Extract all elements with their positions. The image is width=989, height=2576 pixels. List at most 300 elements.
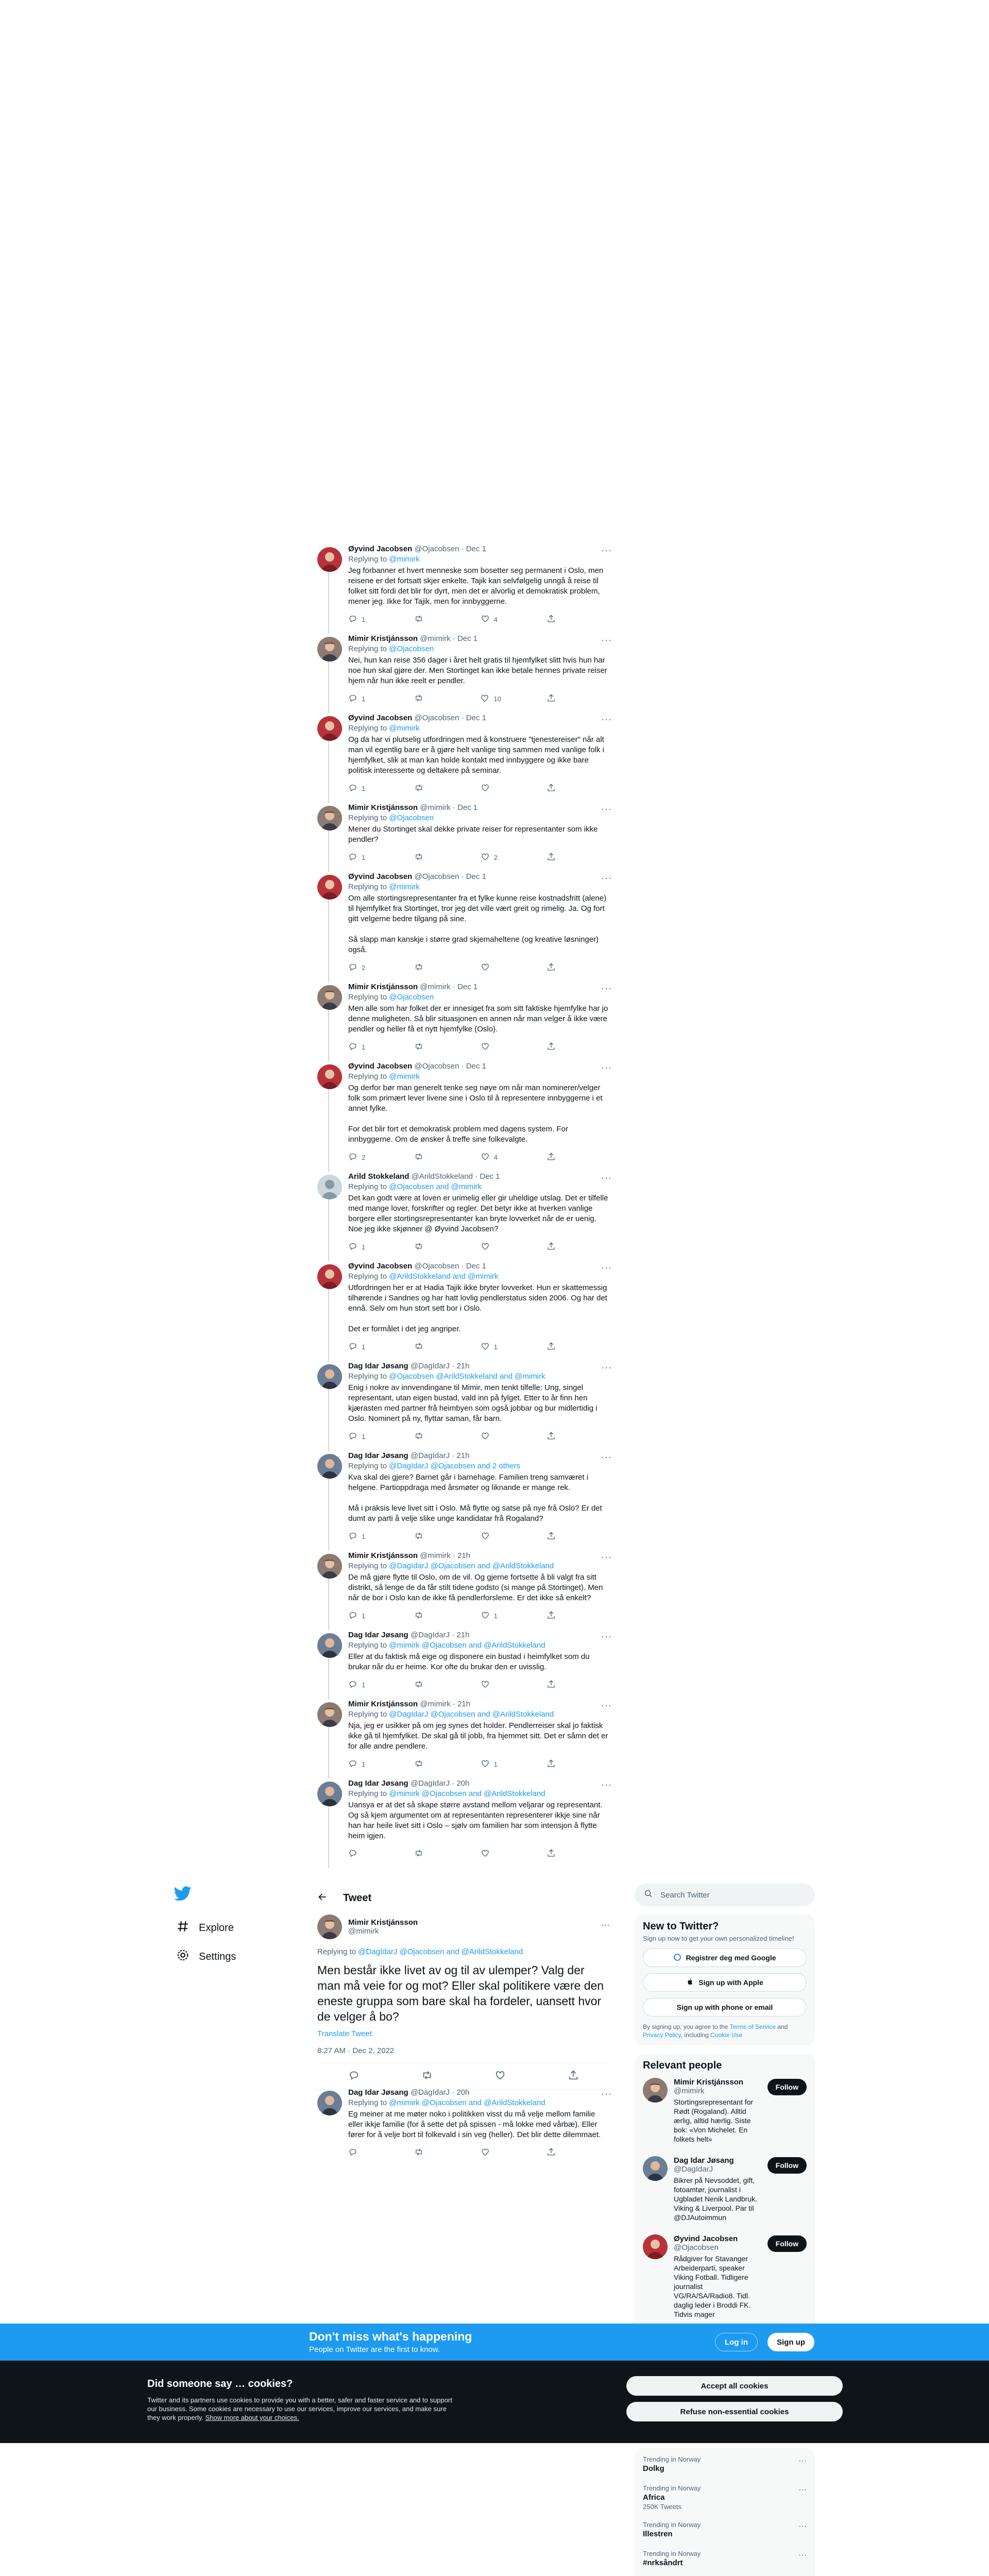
replying-to-link[interactable]: @mimirk @Ojacobsen and @ArildStokkeland	[389, 1789, 545, 1798]
person-handle[interactable]: @DagIdarJ	[674, 2165, 713, 2174]
share-button[interactable]	[547, 1152, 567, 1163]
reply-button[interactable]	[348, 783, 369, 794]
replying-to-link[interactable]: @mimirk	[389, 724, 420, 733]
avatar[interactable]	[317, 2091, 342, 2115]
tweet-header-line	[348, 1061, 610, 1072]
thread-line	[328, 1087, 329, 1172]
tweet-text: Kva skal dei gjere? Barnet går i barnehage. Familien treng samværet i helgene. Partioppdraga med årsmøter og liknande er mange rek. Må i praksis leve livet sitt i Oslo. Må flytte og satse på nye frå Oslo? Er det dumt av parti å velje slike unge kandidatar frå Rogaland?	[348, 1473, 602, 1523]
more-options-icon[interactable]: ···	[601, 1062, 612, 1073]
like-button[interactable]	[481, 1042, 501, 1053]
tweet-date[interactable]: 21h	[457, 1700, 470, 1708]
login-button[interactable]: Log in	[715, 2333, 758, 2351]
dot-separator: ·	[452, 1779, 457, 1788]
reply-button[interactable]	[348, 1531, 369, 1542]
like-icon	[481, 614, 490, 625]
like-button[interactable]	[480, 693, 501, 704]
legal-suffix: , including	[680, 2031, 711, 2039]
follow-button[interactable]: Follow	[768, 2157, 807, 2174]
author-name[interactable]: Mimir Kristjánsson	[348, 1918, 418, 1927]
like-icon	[481, 852, 490, 863]
author-name[interactable]: Dag Idar Jøsang	[348, 1451, 408, 1460]
like-icon	[481, 1759, 490, 1770]
trend-item[interactable]	[643, 2573, 807, 2576]
retweet-icon	[414, 1849, 423, 1859]
author-name[interactable]: Mimir Kristjánsson	[348, 634, 418, 643]
tweet-text: Men alle som har folket der er innesiget fra som sitt faktiske hjemfylke har jo denne muligheten. Så blir situasjonen en annen når man velger å ikke være pendler og heller få et nytt hjemfylke (Oslo).	[348, 1004, 608, 1033]
replying-prefix: Replying to	[348, 1462, 389, 1470]
tweet-date[interactable]: 21h	[456, 1362, 470, 1370]
like-button[interactable]	[481, 783, 501, 794]
tweet-date[interactable]: 21h	[456, 1631, 470, 1639]
thread-line	[328, 1477, 329, 1551]
banner-title: Don't miss what's happening	[309, 2330, 472, 2343]
trend-item[interactable]	[643, 2479, 807, 2516]
reply-tweet-item[interactable]	[309, 978, 618, 1057]
share-button[interactable]	[547, 852, 567, 863]
avatar[interactable]	[317, 1702, 342, 1727]
nav-explore[interactable]	[170, 1913, 283, 1942]
share-button[interactable]	[547, 1680, 567, 1690]
like-button[interactable]	[481, 614, 501, 625]
like-button[interactable]	[481, 852, 501, 863]
like-button[interactable]	[481, 962, 501, 973]
dot-separator: ·	[461, 1262, 466, 1270]
trends-card	[635, 2448, 815, 2576]
share-icon	[547, 1342, 556, 1352]
retweet-button[interactable]	[414, 1042, 435, 1053]
more-options-icon[interactable]: ···	[798, 2485, 807, 2494]
reply-tweet-item[interactable]	[309, 799, 618, 868]
main-tweet	[309, 1912, 618, 2090]
trend-item[interactable]	[643, 2450, 807, 2479]
avatar[interactable]	[317, 1782, 342, 1806]
person-name[interactable]: Øyvind Jacobsen	[674, 2234, 738, 2243]
like-button[interactable]	[481, 1680, 501, 1690]
author-name[interactable]: Mimir Kristjánsson	[348, 982, 418, 991]
avatar[interactable]	[317, 985, 342, 1010]
more-options-icon[interactable]: ···	[601, 1552, 612, 1562]
share-icon	[547, 1042, 556, 1053]
replying-to-link[interactable]: @DagIdarJ @Ojacobsen and 2 others	[389, 1462, 520, 1470]
avatar[interactable]	[643, 2078, 668, 2103]
trend-context: Trending in Norway	[643, 2550, 701, 2557]
reply-count: 1	[362, 853, 366, 861]
dot-separator: ·	[452, 2088, 457, 2097]
share-icon[interactable]	[568, 2070, 579, 2083]
avatar[interactable]	[317, 716, 342, 741]
reply-tweet-item[interactable]	[309, 2083, 618, 2163]
relevant-people-title: Relevant people	[643, 2060, 722, 2071]
tweet-actions	[348, 2145, 567, 2160]
more-options-icon[interactable]: ···	[601, 873, 612, 883]
author-name[interactable]: Dag Idar Jøsang	[348, 1362, 408, 1370]
replying-to-link[interactable]: @Ojacobsen	[389, 993, 434, 1002]
more-options-icon[interactable]: ···	[601, 1920, 610, 1930]
author-handle[interactable]: @DagIdarJ	[410, 2088, 450, 2097]
thread-line	[328, 1287, 329, 1361]
tweet-text: Jeg forbanner et hvert menneske som bosetter seg permanent i Oslo, men reisene er det fortsatt skjer enkelte. Tajik kan selvfølgelig unngå å reise til folket sitt fordi det blir for dyrt, men det er alvorlig et demokratisk problem, mener jeg. Ikke for Tajik, men for innbyggerne.	[348, 566, 604, 606]
avatar[interactable]	[317, 806, 342, 831]
reply-tweet-item[interactable]	[309, 709, 618, 799]
cookie-use-link[interactable]: Cookie Use	[710, 2031, 743, 2039]
share-button[interactable]	[547, 1342, 567, 1352]
reply-tweet-item[interactable]	[309, 540, 618, 630]
tweet-date[interactable]: Dec 1	[457, 634, 478, 643]
reply-tweet-item[interactable]	[309, 1695, 618, 1774]
tweet-text: De må gjøre flytte til Oslo, om de vil. Og gjerne fortsette å bli valgt fra sitt distrikt, så lenge de da får stilt tidene godsto (si mange på Stortinget). Men når de bor i Oslo kan de ikke få pendlerforsleme. Er det ikke så enkelt?	[348, 1573, 603, 1602]
dot-separator: ·	[452, 982, 457, 991]
reply-button[interactable]	[348, 1152, 369, 1163]
share-button[interactable]	[547, 962, 567, 973]
author-handle[interactable]: @Ojacobsen	[414, 1262, 459, 1270]
replying-to	[348, 813, 610, 823]
tweet-date[interactable]: Dec 1	[457, 803, 478, 812]
reply-tweet-item[interactable]	[309, 1167, 618, 1257]
more-options-icon[interactable]: ···	[601, 804, 612, 814]
reply-tweet-item[interactable]	[309, 868, 618, 978]
retweet-icon	[414, 614, 423, 625]
author-name[interactable]: Øyvind Jacobsen	[348, 1262, 413, 1270]
share-button[interactable]	[547, 1531, 567, 1542]
more-options-icon[interactable]: ···	[601, 1173, 612, 1183]
reply-button[interactable]	[348, 693, 369, 704]
more-options-icon[interactable]: ···	[601, 1700, 612, 1710]
author-name[interactable]: Mimir Kristjánsson	[348, 1551, 418, 1560]
reply-button[interactable]	[348, 1680, 369, 1690]
share-button[interactable]	[547, 1759, 567, 1770]
more-options-icon[interactable]: ···	[798, 2522, 807, 2531]
author-handle[interactable]: @Ojacobsen	[414, 1062, 459, 1071]
retweet-button[interactable]	[414, 1759, 435, 1770]
trend-item[interactable]	[643, 2516, 807, 2545]
legal-mid: and	[775, 2023, 788, 2030]
avatar[interactable]	[643, 2234, 668, 2259]
reply-button[interactable]	[348, 1042, 369, 1053]
share-button[interactable]	[547, 2147, 567, 2158]
like-button[interactable]	[481, 1759, 501, 1770]
replying-to	[348, 1182, 610, 1192]
replying-prefix: Replying to	[348, 1372, 389, 1381]
reply-count: 1	[362, 1532, 366, 1540]
author-handle[interactable]: @Ojacobsen	[414, 714, 459, 722]
like-button[interactable]	[481, 1611, 501, 1621]
replying-to-link[interactable]: @DagIdarJ @Ojacobsen and @ArildStokkeland	[389, 1562, 554, 1570]
retweet-button[interactable]	[414, 2147, 435, 2158]
apple-signup-button[interactable]	[643, 1973, 807, 1992]
reply-button[interactable]	[348, 2147, 369, 2158]
author-handle[interactable]: @Ojacobsen	[414, 545, 459, 553]
retweet-button[interactable]	[414, 1152, 435, 1163]
author-name[interactable]: Øyvind Jacobsen	[348, 1062, 413, 1071]
like-button[interactable]	[481, 1849, 501, 1859]
signup-button[interactable]: Sign up	[768, 2333, 814, 2351]
replying-to-link[interactable]: @mimirk @Ojacobsen and @ArildStokkeland	[389, 1641, 545, 1650]
replying-prefix: Replying to	[348, 1562, 389, 1570]
tweet-header-line	[348, 1261, 610, 1272]
tweet-header-line	[348, 803, 610, 813]
avatar[interactable]	[317, 1264, 342, 1289]
author-handle[interactable]: @ArildStokkeland	[411, 1172, 473, 1181]
tweet-header-line	[348, 1172, 610, 1182]
replying-to-link[interactable]: @mimirk	[389, 883, 420, 891]
tweet-date[interactable]: 21h	[456, 1451, 470, 1460]
tweet-actions	[348, 1608, 567, 1623]
replying-to-link[interactable]: @Ojacobsen	[389, 814, 434, 822]
trend-count: 250K Tweets	[643, 2503, 681, 2511]
google-icon	[673, 1953, 681, 1963]
apple-signup-label: Sign up with Apple	[698, 1978, 763, 1987]
author-name[interactable]: Øyvind Jacobsen	[348, 872, 413, 881]
back-arrow-icon[interactable]	[317, 1892, 328, 1905]
retweet-icon	[414, 1342, 423, 1352]
replying-prefix: Replying to	[348, 1272, 389, 1281]
reply-button[interactable]	[348, 1431, 369, 1442]
dot-separator: ·	[452, 1362, 457, 1370]
share-icon	[547, 1680, 556, 1690]
avatar[interactable]	[317, 637, 342, 662]
author-name[interactable]: Arild Stokkeland	[348, 1172, 410, 1181]
reply-button[interactable]	[348, 962, 369, 973]
replying-to-link[interactable]: @mimirk	[389, 555, 420, 564]
author-handle[interactable]: @mimirk	[420, 803, 451, 812]
more-options-icon[interactable]: ···	[798, 2456, 807, 2465]
replying-to-link[interactable]: @Ojacobsen	[389, 645, 434, 653]
terms-link[interactable]: Terms of Service	[729, 2023, 776, 2030]
author-handle[interactable]: @mimirk	[348, 1927, 379, 1936]
retweet-button[interactable]	[414, 614, 435, 625]
retweet-button[interactable]	[414, 783, 435, 794]
reply-tweet-item[interactable]	[309, 1057, 618, 1167]
reply-icon	[348, 1152, 357, 1163]
author-handle[interactable]: @DagIdarJ	[410, 1451, 450, 1460]
like-icon	[481, 1849, 490, 1859]
more-options-icon[interactable]: ···	[601, 635, 612, 645]
avatar[interactable]	[317, 1633, 342, 1658]
replying-to-link[interactable]: @Ojacobsen and @mimirk	[389, 1182, 482, 1191]
author-handle[interactable]: @mimirk	[420, 634, 451, 643]
reply-count: 1	[362, 784, 366, 792]
avatar[interactable]	[643, 2156, 668, 2181]
more-options-icon[interactable]: ···	[601, 1362, 612, 1372]
avatar[interactable]	[317, 1175, 342, 1199]
author-name[interactable]: Dag Idar Jøsang	[348, 1631, 408, 1639]
replying-to	[348, 1561, 610, 1571]
relevant-person[interactable]	[643, 2072, 807, 2150]
author-handle[interactable]: @DagIdarJ	[410, 1362, 450, 1370]
avatar[interactable]	[317, 1914, 342, 1939]
relevant-person[interactable]	[643, 2150, 807, 2228]
trend-title: Illestren	[643, 2530, 673, 2538]
replying-to-link[interactable]: @ArildStokkeland and @mimirk	[389, 1272, 499, 1281]
reply-tweet-item[interactable]	[309, 1547, 618, 1626]
trend-item[interactable]	[643, 2545, 807, 2573]
tweet-date[interactable]: 21h	[457, 1551, 470, 1560]
tweet-date[interactable]: Dec 1	[457, 982, 478, 991]
person-bio: Bikrer på Nevsoddet, gift, fotoamtør, journalist i Ugbladet Nenik Landbruk. Viking & Liverpool. Par til @DJAutoimmun	[674, 2176, 757, 2222]
tweet-date[interactable]: 20h	[456, 2088, 470, 2097]
reply-button[interactable]	[348, 852, 369, 863]
retweet-icon	[414, 1680, 423, 1690]
person-handle[interactable]: @mimirk	[674, 2087, 705, 2095]
replying-to-link[interactable]: @DagIdarJ @Ojacobsen and @ArildStokkeland	[358, 1947, 523, 1956]
search-input[interactable]	[635, 1884, 815, 1906]
share-button[interactable]	[547, 1042, 567, 1053]
share-icon	[547, 1152, 556, 1163]
share-button[interactable]	[547, 693, 567, 704]
thread-line	[328, 1008, 329, 1061]
retweet-button[interactable]	[414, 693, 435, 704]
avatar[interactable]	[317, 1554, 342, 1579]
share-icon	[547, 1849, 556, 1859]
tweet-header-line	[348, 1699, 610, 1709]
like-button[interactable]	[481, 1431, 501, 1442]
reply-tweet-item[interactable]	[309, 1774, 618, 1864]
share-button[interactable]	[547, 1431, 567, 1442]
replying-to	[348, 2098, 610, 2108]
google-signup-button[interactable]	[643, 1948, 807, 1967]
like-button[interactable]	[481, 1152, 501, 1163]
share-button[interactable]	[547, 783, 567, 794]
reply-button[interactable]	[348, 1242, 369, 1252]
tweet-date[interactable]: Dec 1	[466, 1262, 486, 1270]
dot-separator: ·	[452, 1551, 457, 1560]
reply-tweet-item[interactable]	[309, 1357, 618, 1447]
share-button[interactable]	[547, 1611, 567, 1621]
person-name[interactable]: Dag Idar Jøsang	[674, 2156, 734, 2165]
reply-tweet-item[interactable]	[309, 630, 618, 709]
dot-separator: ·	[461, 872, 466, 881]
retweet-button[interactable]	[414, 852, 435, 863]
replying-to	[348, 1072, 610, 1082]
more-options-icon[interactable]: ···	[601, 714, 612, 724]
replying-to-link[interactable]: @DagIdarJ @Ojacobsen and @ArildStokkeland	[389, 1710, 554, 1719]
retweet-button[interactable]	[414, 1611, 435, 1621]
person-name[interactable]: Mimir Kristjánsson	[674, 2078, 744, 2087]
retweet-button[interactable]	[414, 1531, 435, 1542]
twitter-logo-icon[interactable]	[170, 1880, 196, 1906]
reply-tweet-item[interactable]	[309, 1257, 618, 1357]
more-options-icon[interactable]: ···	[601, 983, 612, 993]
replying-to-link[interactable]: @mimirk	[389, 1072, 420, 1081]
more-options-icon[interactable]: ···	[798, 2551, 807, 2560]
accept-cookies-button[interactable]: Accept all cookies	[626, 2376, 843, 2396]
refuse-cookies-button[interactable]: Refuse non-essential cookies	[626, 2402, 843, 2421]
reply-tweet-item[interactable]	[309, 1626, 618, 1695]
more-options-icon[interactable]: ···	[601, 545, 612, 555]
reply-button[interactable]	[348, 614, 369, 625]
author-name[interactable]: Øyvind Jacobsen	[348, 545, 413, 553]
more-options-icon[interactable]: ···	[601, 2089, 612, 2099]
new-to-twitter-subtitle: Sign up now to get your own personalized timeline!	[643, 1935, 794, 1942]
author-handle[interactable]: @Ojacobsen	[414, 872, 459, 881]
share-button[interactable]	[547, 1242, 567, 1252]
tweet-text: Om alle stortingsrepresentanter fra et fylke kunne reise kostnadsfritt (alene) til hjemfylket fra Stortinget, tror jeg det ville vært greit og rimelig. Ja. Og fort gitt velgerne bedre tilgang på sine. Så slapp man kanskje i større grad skjemaheltene (og kreative løsninger) også.	[348, 894, 607, 954]
retweet-button[interactable]	[414, 1431, 435, 1442]
follow-button[interactable]: Follow	[768, 2235, 807, 2252]
tweet-date[interactable]: Dec 1	[480, 1172, 500, 1181]
retweet-button[interactable]	[414, 1680, 435, 1690]
author-handle[interactable]: @mimirk	[420, 1551, 451, 1560]
reply-button[interactable]	[348, 1611, 369, 1621]
more-options-icon[interactable]: ···	[601, 1452, 612, 1462]
more-options-icon[interactable]: ···	[601, 1631, 612, 1641]
tweet-date[interactable]: 20h	[456, 1779, 470, 1788]
author-handle[interactable]: @mimirk	[420, 1700, 451, 1708]
like-button[interactable]	[481, 1531, 501, 1542]
author-handle[interactable]: @mimirk	[420, 982, 451, 991]
reply-button[interactable]	[348, 1342, 369, 1352]
like-button[interactable]	[481, 1342, 501, 1352]
like-button[interactable]	[481, 1242, 501, 1252]
author-name[interactable]: Mimir Kristjánsson	[348, 1700, 418, 1708]
tweet-timestamp[interactable]: 8:27 AM · Dec 2, 2022	[317, 2046, 610, 2064]
avatar[interactable]	[317, 1064, 342, 1089]
people-list	[643, 2072, 807, 2325]
phone-signup-button[interactable]	[643, 1998, 807, 2016]
replying-to-link[interactable]: @mimirk @Ojacobsen and @ArildStokkeland	[389, 2098, 545, 2107]
retweet-button[interactable]	[414, 1242, 435, 1252]
more-options-icon[interactable]: ···	[601, 1262, 612, 1273]
avatar[interactable]	[317, 547, 342, 572]
replying-to-link[interactable]: @Ojacobsen @ArildStokkeland and @mimirk	[389, 1372, 545, 1381]
tweet-date[interactable]: Dec 1	[466, 1062, 486, 1071]
nav-settings[interactable]	[170, 1942, 283, 1971]
retweet-button[interactable]	[414, 1342, 435, 1352]
cookie-choices-link[interactable]: Show more about your choices.	[205, 2414, 299, 2421]
avatar[interactable]	[317, 1364, 342, 1389]
person-handle[interactable]: @Ojacobsen	[674, 2243, 719, 2252]
like-button[interactable]	[481, 2147, 501, 2158]
tweet-date[interactable]: Dec 1	[466, 714, 486, 722]
relevant-person[interactable]	[643, 2228, 807, 2325]
avatar[interactable]	[317, 875, 342, 900]
tweet-header-line	[348, 1778, 610, 1789]
author-name[interactable]: Dag Idar Jøsang	[348, 2088, 408, 2097]
dot-separator: ·	[461, 1062, 466, 1071]
author-handle[interactable]: @DagIdarJ	[410, 1779, 450, 1788]
retweet-button[interactable]	[414, 962, 435, 973]
replying-to	[317, 1947, 610, 1956]
author-name[interactable]: Mimir Kristjánsson	[348, 803, 418, 812]
tweet-date[interactable]: Dec 1	[466, 545, 486, 553]
tweet-text: Nei, hun kan reise 356 dager i året helt gratis til hjemfylket slitt hvis hun har noe hun skal gjøre der. Men Stortinget kan ikke betale hennes private reiser hjem når hun ikke reelt er pendler.	[348, 656, 607, 685]
tweet-header-line	[348, 544, 610, 554]
reply-button[interactable]	[348, 1849, 369, 1859]
reply-tweet-item[interactable]	[309, 1447, 618, 1547]
avatar[interactable]	[317, 1454, 342, 1479]
new-to-twitter-title: New to Twitter?	[643, 1921, 719, 1932]
more-options-icon[interactable]: ···	[601, 1780, 612, 1790]
reply-button[interactable]	[348, 1759, 369, 1770]
translate-tweet-link[interactable]: Translate Tweet	[317, 2029, 372, 2038]
share-button[interactable]	[547, 614, 567, 625]
author-name[interactable]: Øyvind Jacobsen	[348, 714, 413, 722]
author-name[interactable]: Dag Idar Jøsang	[348, 1779, 408, 1788]
tweet-date[interactable]: Dec 1	[466, 872, 486, 881]
reply-icon[interactable]	[348, 2070, 360, 2083]
dot-separator: ·	[452, 803, 457, 812]
replying-to	[348, 1709, 610, 1720]
like-icon[interactable]	[494, 2070, 506, 2083]
author-handle[interactable]: @DagIdarJ	[410, 1631, 450, 1639]
privacy-link[interactable]: Privacy Policy	[643, 2031, 681, 2039]
replying-to	[348, 1272, 610, 1282]
retweet-button[interactable]	[414, 1849, 435, 1859]
trend-context: Trending in Norway	[643, 2455, 701, 2463]
follow-button[interactable]: Follow	[768, 2079, 807, 2095]
share-button[interactable]	[547, 1849, 567, 1859]
retweet-icon[interactable]	[421, 2070, 433, 2083]
